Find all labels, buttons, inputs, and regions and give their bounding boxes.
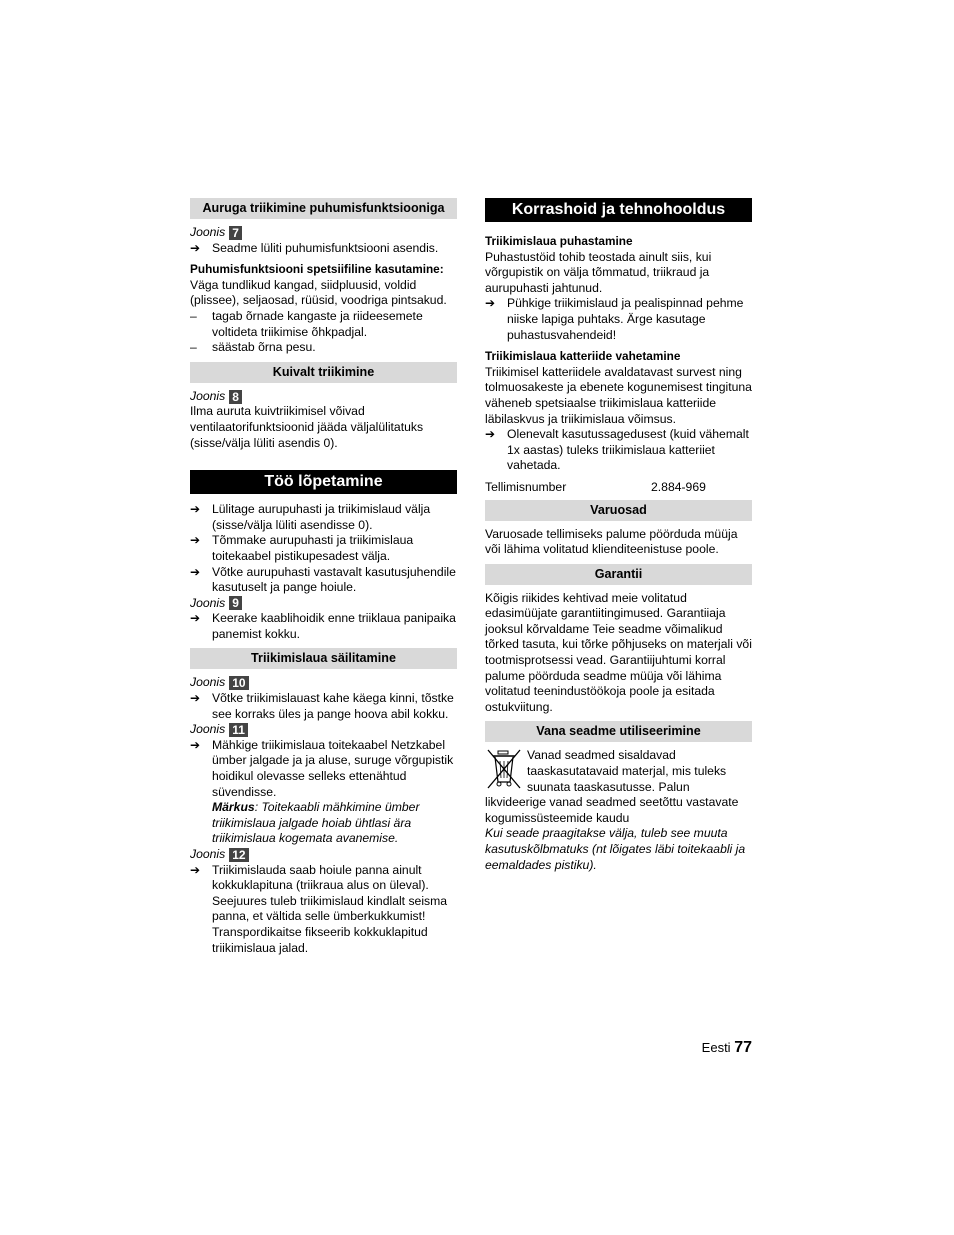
paragraph: Varuosade tellimiseks palume pöörduda müüja või lähima volitatud klienditeenistuse poole. <box>485 526 738 557</box>
arrow-right-icon: ➔ <box>190 737 201 752</box>
subheading: Puhumisfunktsiooni spetsiifiline kasutamine: <box>190 262 444 277</box>
figure-number: 7 <box>229 226 242 240</box>
list-item: – tagab õrnade kangaste ja riideesemete voltideta triikimise õhkpadjal. <box>190 308 423 339</box>
section-heading-steam-blow: Auruga triikimine puhumisfunktsiooniga <box>190 198 457 219</box>
paragraph: likvideerige vanad seadmed seetõttu vastavate kogumissüsteemide kaudu <box>485 795 739 825</box>
paragraph: Puhastustöid tohib teostada ainult siis, kui võrgupistik on välja tõmmatud, triikraud ja aurupuhasti jahtunud. <box>485 249 712 295</box>
order-number-row: Tellimisnumber 2.884-969 <box>485 479 706 494</box>
section-heading-finish-work: Töö lõpetamine <box>190 470 457 494</box>
figure-number: 10 <box>229 676 248 690</box>
dash-marker: – <box>190 340 197 355</box>
arrow-right-icon: ➔ <box>485 427 496 442</box>
section-heading-dry-ironing: Kuivalt triikimine <box>190 362 457 383</box>
left-column <box>190 198 457 956</box>
language-label: Eesti <box>701 1040 731 1055</box>
figure-ref: Joonis 10 <box>190 675 457 691</box>
list-item: ➔ Keerake kaablihoidik enne triiklaua panipaika panemist kokku. <box>190 611 456 641</box>
list-item: ➔ Võtke triikimislauast kahe käega kinni, tõstke see korraks üles ja pange hoova abil kokku. <box>190 691 454 721</box>
paragraph: Ilma auruta kuivtriikimisel võivad ventilaatorifunktsioonid jääda väljalülitatuks (sisse/välja lüliti asendis 0). <box>190 404 424 450</box>
subheading: Triikimislaua puhastamine <box>485 234 633 248</box>
list-item: – säästab õrna pesu. <box>190 340 316 355</box>
figure-ref: Joonis 12 <box>190 847 457 863</box>
note: Märkus: Toitekaabli mähkimine ümber triikimislaua jalgade hoiab ühtlasi ära triikimislaua kogemata avanemise. <box>212 800 420 846</box>
figure-ref: Joonis 8 <box>190 389 457 405</box>
list-item: ➔ Mähkige triikimislaua toitekaabel Netzkabel ümber jalgade ja ja aluse, suruge võrgupistik hoidikul olevasse selleks ettenähtud süvendisse. Märkus: Toitekaabli mähkimine ümber triikimislaua jalgade hoiab ühtlasi ära triikimislaua kogemata avanemise. <box>190 737 454 846</box>
arrow-right-icon: ➔ <box>190 862 201 877</box>
arrow-right-icon: ➔ <box>190 533 201 548</box>
page-number: 77 <box>734 1039 752 1056</box>
list-item: ➔ Lülitage aurupuhasti ja triikimislaud välja (sisse/välja lüliti asendisse 0). <box>190 502 431 532</box>
figure-ref: Joonis 11 <box>190 722 457 738</box>
section-heading-warranty: Garantii <box>485 564 752 585</box>
figure-number: 11 <box>229 723 248 737</box>
figure-number: 12 <box>229 848 248 862</box>
subheading: Triikimislaua katteriide vahetamine <box>485 349 681 364</box>
list-item: ➔ Pühkige triikimislaud ja pealispinnad pehme niiske lapiga puhtaks. Ärge kasutage puhastusvahendeid! <box>485 296 744 342</box>
list-item: ➔ Tõmmake aurupuhasti ja triikimislaua toitekaabel pistikupesadest välja. <box>190 533 414 563</box>
note: Kui seade praagitakse välja, tuleb see muuta kasutuskõlbmatuks (nt lõigates läbi toitekaabli ja eemaldades pistiku). <box>485 826 746 872</box>
list-item: ➔ Olenevalt kasutussagedusest (kuid vähemalt 1x aastas) tuleks triikimislaua katteriiet vahetada. <box>485 427 749 473</box>
list-item: ➔ Triikimislauda saab hoiule panna ainult kokkuklapituna (triikraua alus on üleval). Seejuures tuleb triikimislaud kindlalt seisma panna, et vältida selle ümberkukkumist! Transpordikaitse fikseerib kokkuklapitud triikimislaua jalad. <box>190 862 448 955</box>
paragraph: Triikimisel katteriidele avaldatavast survest ning tolmuosakeste ja ebenete kogunemisest tingituna väheneb spetsiaalse triikimislaua katteriide läbilaskvus ja triikimislaua võimsus. <box>485 364 752 426</box>
arrow-right-icon: ➔ <box>485 296 496 311</box>
figure-ref: Joonis 9 <box>190 596 457 612</box>
dash-marker: – <box>190 308 197 323</box>
section-heading-storage: Triikimislaua säilitamine <box>190 648 457 669</box>
list-item: ➔ Võtke aurupuhasti vastavalt kasutusjuhendile kasutuselt ja pange hoiule. <box>190 564 456 595</box>
figure-number: 9 <box>229 596 242 610</box>
arrow-right-icon: ➔ <box>190 240 201 255</box>
arrow-right-icon: ➔ <box>190 691 201 706</box>
figure-number: 8 <box>229 390 242 404</box>
arrow-right-icon: ➔ <box>190 502 201 517</box>
arrow-right-icon: ➔ <box>190 564 201 579</box>
disposal-block: Vanad seadmed sisaldavad taaskasutatavaid materjal, mis tuleks suunata taaskasutusse. Palun <box>485 748 752 795</box>
arrow-right-icon: ➔ <box>190 611 201 626</box>
section-heading-maintenance: Korrashoid ja tehnohooldus <box>485 198 752 222</box>
section-heading-spare-parts: Varuosad <box>485 500 752 521</box>
section-heading-disposal: Vana seadme utiliseerimine <box>485 721 752 742</box>
paragraph: Väga tundlikud kangad, siidpluusid, voldid (plissee), seljaosad, rüüsid, voodriga pintsakud. <box>190 277 447 308</box>
crossed-bin-icon <box>485 748 525 790</box>
figure-ref: Joonis 7 <box>190 225 457 241</box>
paragraph: Kõigis riikides kehtivad meie volitatud edasimüüjate garantiitingimused. Garantiiaja jooksul kõrvaldame Teie seadme võimalikud tõrked tasuta, kui tõrke põhjuseks on materjali või tootmisprotsessi vead. Garantiijuhtumi korral palume pöörduda seadme müüja või lähima volitatud teenindustöökoja poole ja esitada ostukviitung. <box>485 590 752 714</box>
page-footer <box>690 1040 752 1056</box>
right-column <box>485 198 752 873</box>
list-item: ➔ Seadme lüliti puhumisfunktsiooni asendis. <box>190 240 439 255</box>
